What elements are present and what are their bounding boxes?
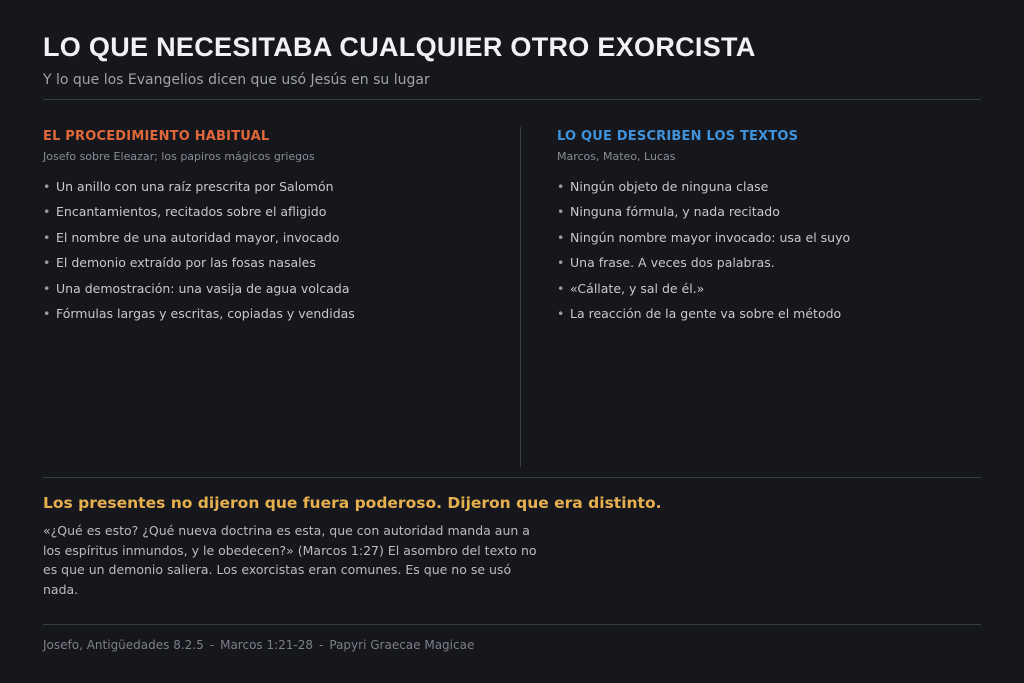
list-item: [557, 281, 977, 306]
right-column-source: Marcos, Mateo, Lucas: [557, 150, 676, 163]
callout-divider: [43, 477, 981, 478]
footer-sources: [43, 638, 474, 652]
right-column-heading: LO QUE DESCRIBEN LOS TEXTOS: [557, 129, 799, 144]
list-item-text: Una frase. A veces dos palabras.: [570, 255, 775, 271]
list-item: [43, 281, 463, 306]
footer-source: Marcos 1:21-28: [220, 638, 314, 652]
list-item-text: Ningún objeto de ninguna clase: [570, 179, 769, 194]
bullet-icon: •: [43, 255, 51, 271]
footer-divider: [43, 624, 981, 625]
bullet-icon: •: [557, 204, 565, 220]
bullet-icon: •: [557, 229, 565, 245]
list-item-text: «Cállate, y sal de él.»: [570, 280, 705, 296]
bullet-icon: •: [557, 280, 565, 296]
bullet-icon: •: [43, 305, 51, 321]
list-item: [43, 230, 463, 255]
page-subtitle: Y lo que los Evangelios dicen que usó Jesús en su lugar: [43, 72, 430, 88]
list-item-text: Un anillo con una raíz prescrita por Salomón: [56, 179, 334, 194]
left-column: [43, 129, 463, 331]
list-item: [43, 204, 463, 229]
list-item: [43, 179, 463, 204]
list-item-text: Ninguna fórmula, y nada recitado: [570, 204, 780, 220]
footer-separator: -: [209, 638, 215, 652]
list-item: [557, 230, 977, 255]
footer-separator: -: [319, 638, 324, 652]
list-item-text: Una demostración: una vasija de agua volcada: [56, 280, 350, 296]
list-item: [557, 204, 977, 229]
header-divider: [43, 99, 981, 100]
bullet-icon: •: [557, 179, 565, 194]
right-bullet-list: [557, 179, 977, 331]
footer-source: Josefo, Antigüedades 8.2.5: [43, 638, 204, 652]
list-item-text: Fórmulas largas y escritas, copiadas y vendidas: [56, 305, 355, 321]
bullet-icon: •: [557, 305, 565, 321]
list-item-text: Encantamientos, recitados sobre el afligido: [56, 204, 327, 220]
bullet-icon: •: [43, 204, 51, 220]
list-item: [557, 255, 977, 280]
right-column: [557, 129, 977, 331]
bullet-icon: •: [43, 280, 51, 296]
bullet-icon: •: [557, 255, 565, 271]
page-title: LO QUE NECESITABA CUALQUIER OTRO EXORCISTA: [43, 32, 756, 62]
bullet-icon: •: [43, 179, 51, 194]
left-column-heading: EL PROCEDIMIENTO HABITUAL: [43, 129, 270, 144]
callout-heading: Los presentes no dijeron que fuera poderoso. Dijeron que era distinto.: [43, 494, 662, 512]
list-item: [557, 306, 977, 331]
footer-source: Papyri Graecae Magicae: [329, 638, 475, 652]
left-column-source: Josefo sobre Eleazar; los papiros mágicos griegos: [43, 150, 315, 163]
list-item-text: Ningún nombre mayor invocado: usa el suyo: [570, 229, 851, 245]
list-item-text: El nombre de una autoridad mayor, invocado: [56, 229, 340, 245]
column-divider: [520, 127, 521, 467]
left-bullet-list: [43, 179, 463, 331]
list-item: [43, 306, 463, 331]
list-item-text: El demonio extraído por las fosas nasales: [56, 255, 316, 271]
bullet-icon: •: [43, 229, 51, 245]
list-item-text: La reacción de la gente va sobre el método: [570, 305, 842, 321]
list-item: [43, 255, 463, 280]
list-item: [557, 179, 977, 204]
callout-body: «¿Qué es esto? ¿Qué nueva doctrina es esta, que con autoridad manda aun a los espíritus inmundos, y le obedecen?» (Marcos 1:27) El asombro del texto no es que un demonio saliera. Los exorcistas eran comunes. Es que no se usó nada.: [43, 523, 537, 597]
